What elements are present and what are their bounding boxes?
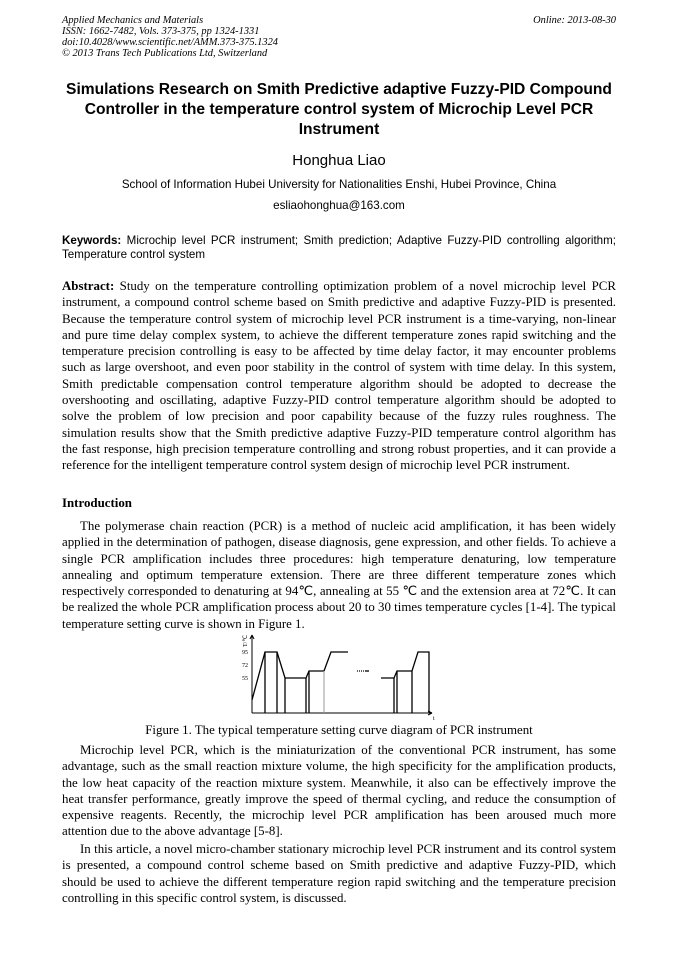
keywords-text: Microchip level PCR instrument; Smith prediction; Adaptive Fuzzy-PID controlling algorithm; Temperature control system <box>62 234 616 261</box>
temperature-curve-diagram <box>240 630 440 725</box>
doi: doi:10.4028/www.scientific.net/AMM.373-375.1324 <box>62 37 278 48</box>
x-axis-label: t <box>433 716 435 722</box>
issn: ISSN: 1662-7482, Vols. 373-375, pp 1324-1331 <box>62 26 260 37</box>
y-tick-72: 72 <box>242 663 248 669</box>
abstract-label: Abstract: <box>62 279 115 293</box>
y-tick-95: 95 <box>242 650 248 656</box>
y-axis-label: T/℃ <box>243 634 249 647</box>
section-heading-introduction: Introduction <box>62 496 132 510</box>
journal-header <box>62 15 278 59</box>
abstract <box>62 278 616 474</box>
temperature-curve <box>252 652 429 713</box>
paragraph-3 <box>62 841 616 906</box>
keywords-label: Keywords: <box>62 234 122 247</box>
intro-paragraph-1 <box>62 518 616 632</box>
online-date: Online: 2013-08-30 <box>533 15 616 26</box>
paragraph-text: The polymerase chain reaction (PCR) is a method of nucleic acid amplification, it has been widely applied in the determination of pathogen, disease diagnosis, gene expression, and other fields. To achieve a single PCR amplification includes three procedures: high temperature denaturing, low temperature annealing and optimum temperature extension. There are three different temperature zones which respectively corresponded to denaturing at 94℃, annealing at 55 ℃ and the extension area at 72℃. It can be realized the whole PCR amplification process about 20 to 30 times temperature cycles [1-4]. The typical temperature setting curve is shown in Figure 1. <box>62 519 616 631</box>
author: Honghua Liao <box>292 152 386 169</box>
paragraph-text: In this article, a novel micro-chamber stationary microchip level PCR instrument and its control system is presented, a compound control scheme based on Smith predictive and adaptive Fuzzy-PID, which should be used to achieve the different temperature region rapid switching and the temperature precision controlling in this specific control system, is discussed. <box>62 842 616 905</box>
y-tick-55: 55 <box>242 676 248 682</box>
keywords <box>62 234 616 262</box>
paragraph-2 <box>62 742 616 840</box>
paper-title: Simulations Research on Smith Predictive adaptive Fuzzy-PID Compound Controller in the temperature control system of Microchip Level PCR Instrument <box>66 81 612 138</box>
copyright: © 2013 Trans Tech Publications Ltd, Switzerland <box>62 48 268 59</box>
figure-caption: Figure 1. The typical temperature setting curve diagram of PCR instrument <box>145 723 533 737</box>
author-email: esliaohonghua@163.com <box>273 199 405 212</box>
affiliation: School of Information Hubei University for Nationalities Enshi, Hubei Province, China <box>121 178 557 191</box>
journal-name: Applied Mechanics and Materials <box>62 15 204 26</box>
paragraph-text: Microchip level PCR, which is the miniaturization of the conventional PCR instrument, has some advantage, such as the small reaction mixture volume, the high specificity for the amplification products, the low heat capacity of the reaction mixture system. Meanwhile, it also can be effectively improve the heat transfer performance, greatly improve the speed of thermal cycling, and reduce the consumption of expensive reagents. Recently, the microchip level PCR amplification has been aroused much more attention due to the above advantage [5-8]. <box>62 743 616 839</box>
figure-1 <box>240 630 440 725</box>
abstract-text: Study on the temperature controlling optimization problem of a novel microchip level PCR instrument, a compound control scheme based on Smith predictive and adaptive Fuzzy-PID is presented. Because the temperature control system of microchip level PCR instrument is a time-varying, non-linear and pure time delay complex system, to achieve the different temperature zones rapid switching and the temperature precision controlling is easy to be affected by time delay factor, it may encounter problems such as large overshoot, and even poor stability in the control of system with time delay. In this system, Smith predictable compensation control temperature algorithm should be adopted to decrease the overshooting and oscillating, adaptive Fuzzy-PID control temperature algorithm should be adopted to solve the problem of low precision and poor capability because of the fuzzy rules roughness. The simulation results show that the Smith predictive adaptive Fuzzy-PID temperature control algorithm has the fast response, high precision temperature controlling and strong robust properties, and it can provide a reference for the intelligent temperature control system design of microchip level PCR instrument. <box>62 279 616 473</box>
